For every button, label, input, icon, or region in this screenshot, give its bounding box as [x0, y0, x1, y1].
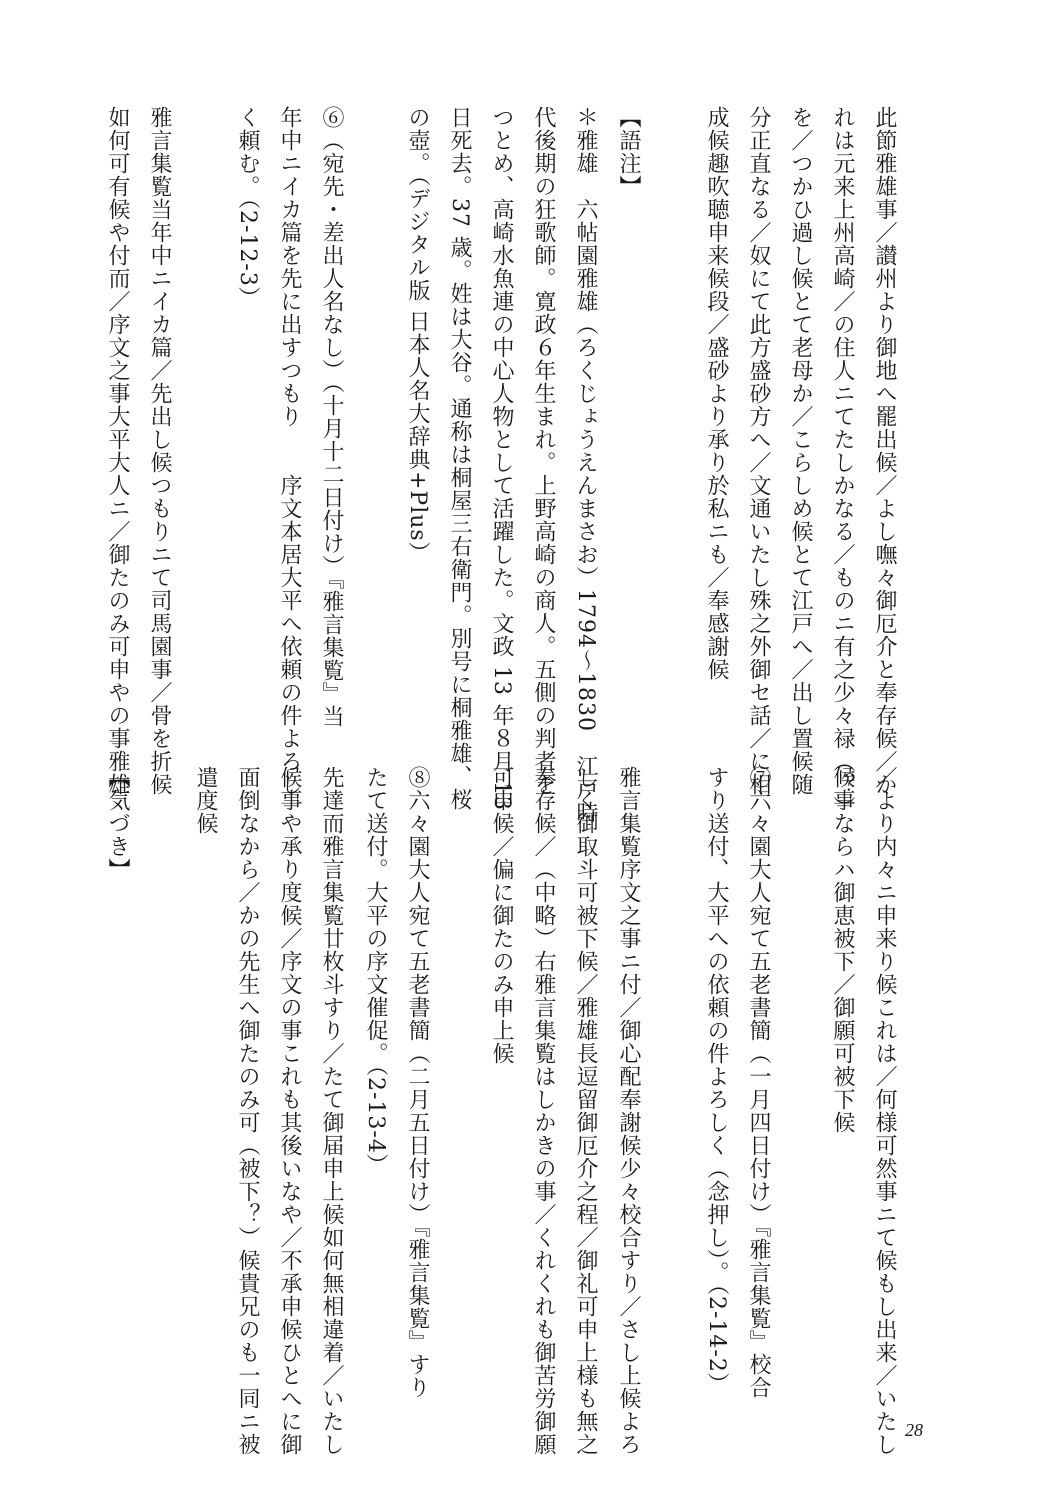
lower-line-8: 可申候／偏に御たのみ申上候 — [489, 766, 514, 1065]
lower-line-6: しく御取斗可被下候／雅雄長逗留御厄介之程／御礼可申上様も無之 — [573, 766, 598, 1456]
upper-line-3: を／つかひ過し候とて老母か／こらしめ候とて江戸へ／出し置候随 — [788, 106, 813, 796]
upper-line-16: 如何可有候や付而／序文之事大平大人ニ／御たのみ可申やの事雅雄 — [105, 106, 130, 796]
lower-line-4: すり送付、大平への依頼の件よろしく（念押し）。（2-14-2） — [704, 766, 729, 1396]
lower-line-10: たて送付。大平の序文催促。（2-13-4） — [363, 766, 388, 1177]
lower-line-14: 遣度候 — [193, 766, 218, 835]
lower-line-2: 候事ならハ御恵被下／御願可被下候 — [830, 766, 855, 1134]
upper-line-11: の壺。（デジタル版 日本人名大辞典+Plus） — [405, 106, 430, 565]
lower-line-11: 先達而雅言集覧廿枚斗すり／たて御届申上候如何無相違着／いたし — [319, 766, 344, 1456]
upper-line-8: 代後期の狂歌師。寛政６年生まれ。上野高崎の商人。五側の判者を — [531, 106, 556, 796]
page-number: 28 — [905, 1420, 923, 1440]
upper-line-1: 此節雅雄事／讃州より御地へ罷出候／よし嘸々御厄介と奉存候／か — [872, 106, 897, 796]
lower-line-9: ⑧六々園大人宛て五老書簡（二月五日付け）『雅言集覧』すり — [405, 766, 430, 1399]
upper-line-2: れは元来上州高崎／の住人ニてたしかなる／ものニ有之少々禄（？） — [830, 106, 855, 819]
lower-line-1: ／より内々ニ申来り候これは／何様可然事ニて候もし出来／いたし — [872, 766, 897, 1456]
upper-line-13: 年中ニイカ篇を先に出すつもり 序文本居大平へ依頼の件よろし — [277, 106, 302, 796]
upper-line-5: 成候趣吹聴申来候段／盛砂より承り於私ニも／奉感謝候 — [704, 106, 729, 681]
upper-line-7: ＊雅雄 六帖園雅雄（ろくじょうえんまさお）1794〜1830 江戸時 — [573, 106, 598, 824]
lower-line-12: 候事や承り度候／序文の事これも其後いなや／不承申候ひとへに御 — [277, 766, 302, 1456]
lower-line-13: 面倒なから／かの先生へ御たのみ可（被下？）候貴兄のも一同ニ被 — [235, 766, 260, 1456]
upper-line-15: 雅言集覧当年中ニイカ篇／先出し候つもりニて司馬園事／骨を折候 — [147, 106, 172, 796]
upper-line-12: ⑥（宛先・差出人名なし）（十月十二日付け）『雅言集覧』当 — [319, 106, 344, 728]
upper-line-9: つとめ、高崎水魚連の中心人物として活躍した。文政 13 年８月 13 — [489, 106, 514, 811]
notes-heading: 【語注】 — [616, 106, 641, 198]
lower-line-3: ⑦六々園大人宛て五老書簡（一月四日付け）『雅言集覧』校合 — [746, 766, 771, 1399]
upper-line-4: 分正直なる／奴にて此方盛砂方へ／文通いたし殊之外御セ話／に相 — [746, 106, 771, 796]
lower-line-7: 奉存候／（中略）右雅言集覧はしかきの事／くれくれも御苦労御願 — [531, 766, 556, 1456]
upper-line-10: 日死去。37 歳。姓は大谷。通称は桐屋三右衛門。別号に桐雅雄、桜 — [447, 106, 472, 811]
reflection-heading: 【気づき】 — [105, 766, 130, 881]
lower-line-5: 雅言集覧序文之事ニ付／御心配奉謝候少々校合すり／さし上候よろ — [616, 766, 641, 1456]
upper-line-14: く頼む。（2-12-3） — [235, 106, 260, 310]
